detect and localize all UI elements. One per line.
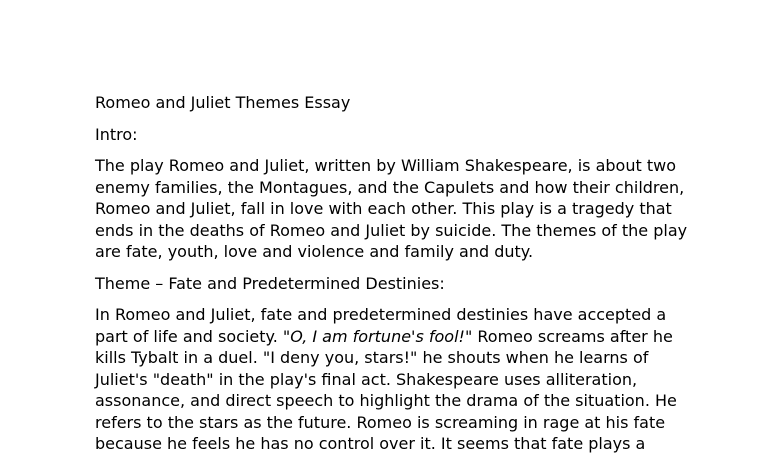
- document-title: Romeo and Juliet Themes Essay: [95, 93, 351, 112]
- paragraph-line: refers to the stars as the future. Romeo is screaming in rage at his fate: [95, 412, 666, 432]
- paragraph-text: part of life and society. ": [95, 326, 291, 346]
- paragraph-line: In Romeo and Juliet, fate and predetermined destinies have accepted a: [95, 305, 667, 324]
- theme-heading: Theme – Fate and Predetermined Destinies:: [95, 273, 445, 293]
- intro-paragraph: [95, 155, 695, 263]
- paragraph-line: because he feels he has no control over it. It seems that fate plays a: [95, 434, 646, 453]
- italic-quote: O, I am fortune's fool!: [290, 326, 465, 346]
- paragraph-line: The play Romeo and Juliet, written by William Shakespeare, is about two: [95, 156, 676, 175]
- paragraph-line: enemy families, the Montagues, and the Capulets and how their children,: [95, 177, 685, 197]
- document-body: [95, 92, 695, 465]
- paragraph-line: ends in the deaths of Romeo and Juliet by suicide. The themes of the play: [95, 220, 688, 240]
- paragraph-line: [95, 326, 695, 348]
- paragraph-line: Juliet's "death" in the play's final act. Shakespeare uses alliteration,: [95, 369, 638, 389]
- paragraph-line: kills Tybalt in a duel. "I deny you, stars!" he shouts when he learns of: [95, 348, 649, 367]
- theme-paragraph: [95, 304, 695, 455]
- paragraph-line: assonance, and direct speech to highlight the drama of the situation. He: [95, 391, 677, 410]
- paragraph-line: Romeo and Juliet, fall in love with each other. This play is a tragedy that: [95, 199, 672, 218]
- paragraph-text: " Romeo screams after he: [464, 326, 673, 346]
- paragraph-line: are fate, youth, love and violence and family and duty.: [95, 242, 534, 261]
- intro-heading: Intro:: [95, 124, 138, 144]
